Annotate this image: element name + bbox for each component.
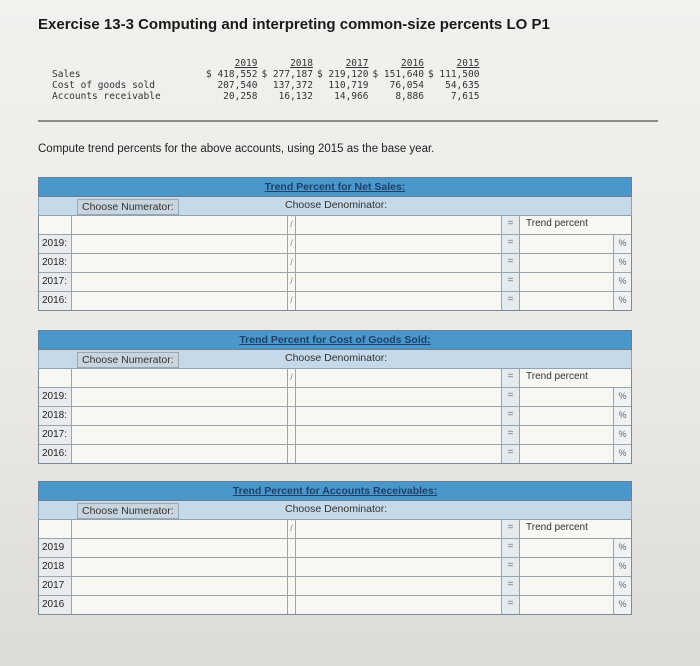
divide-sign: / — [287, 369, 295, 387]
divide-sign — [287, 596, 295, 614]
section-heading: Trend Percent for Cost of Goods Sold: — [38, 330, 632, 350]
numerator-input[interactable] — [71, 539, 287, 557]
trend-section-accounts-receivables — [38, 481, 632, 615]
value-cell: 76,054 — [389, 80, 424, 91]
value-cell: $ 219,120 — [316, 69, 369, 80]
percent-sign: % — [613, 235, 631, 253]
numerator-input[interactable] — [71, 520, 287, 538]
trend-percent-label: Trend percent — [519, 520, 613, 538]
equals-sign: = — [501, 369, 519, 387]
equals-sign: = — [501, 445, 519, 463]
year-label: 2016 — [39, 596, 71, 614]
year-label: 2019: — [39, 388, 71, 406]
equals-sign: = — [501, 254, 519, 272]
year-label: 2019: — [39, 235, 71, 253]
denominator-label: Choose Denominator: — [285, 352, 388, 364]
numerator-input[interactable] — [71, 254, 287, 272]
denominator-input[interactable] — [295, 407, 501, 425]
numerator-input[interactable] — [71, 596, 287, 614]
exercise-title: Exercise 13-3 Computing and interpreting common-size percents LO P1 — [38, 16, 550, 33]
value-cell: 20,258 — [223, 91, 258, 102]
section-labels-row — [38, 350, 632, 369]
trend-percent-input[interactable] — [519, 388, 613, 406]
section-labels-row — [38, 501, 632, 520]
table-row — [39, 425, 631, 444]
header-row — [39, 520, 631, 538]
percent-sign: % — [613, 558, 631, 576]
trend-grid — [38, 216, 632, 311]
table-row — [39, 272, 631, 291]
value-cell: 110,719 — [328, 80, 369, 91]
table-row — [39, 576, 631, 595]
numerator-label: Choose Numerator: — [77, 503, 179, 519]
section-heading: Trend Percent for Net Sales: — [38, 177, 632, 197]
denominator-input[interactable] — [295, 235, 501, 253]
trend-grid — [38, 520, 632, 615]
account-data-table — [50, 58, 560, 102]
year-label: 2019 — [39, 539, 71, 557]
value-cell: 137,372 — [272, 80, 313, 91]
year-label: 2016: — [39, 292, 71, 310]
trend-percent-input[interactable] — [519, 558, 613, 576]
percent-sign: % — [613, 388, 631, 406]
value-cell: 14,966 — [334, 91, 369, 102]
divide-sign — [287, 388, 295, 406]
trend-percent-input[interactable] — [519, 273, 613, 291]
year-label: 2018: — [39, 407, 71, 425]
divide-sign: / — [287, 216, 295, 234]
denominator-input[interactable] — [295, 254, 501, 272]
trend-percent-input[interactable] — [519, 596, 613, 614]
percent-sign: % — [613, 407, 631, 425]
year-label: 2018: — [39, 254, 71, 272]
value-cell: $ 151,640 — [372, 69, 424, 80]
accounts-receivable-row — [50, 91, 481, 102]
denominator-input[interactable] — [295, 426, 501, 444]
sales-row — [50, 69, 481, 80]
equals-sign: = — [501, 216, 519, 234]
value-cell: $ 277,187 — [261, 69, 313, 80]
numerator-input[interactable] — [71, 426, 287, 444]
numerator-input[interactable] — [71, 407, 287, 425]
header-row — [39, 216, 631, 234]
numerator-input[interactable] — [71, 388, 287, 406]
divide-sign: / — [287, 292, 295, 310]
trend-percent-label: Trend percent — [519, 369, 613, 387]
divide-sign — [287, 445, 295, 463]
percent-sign: % — [613, 254, 631, 272]
equals-sign: = — [501, 388, 519, 406]
denominator-input[interactable] — [295, 292, 501, 310]
trend-percent-label: Trend percent — [519, 216, 613, 234]
trend-percent-input[interactable] — [519, 292, 613, 310]
year-label: 2017: — [39, 426, 71, 444]
percent-sign: % — [613, 426, 631, 444]
numerator-input[interactable] — [71, 273, 287, 291]
year-label: 2016: — [39, 445, 71, 463]
denominator-input[interactable] — [295, 539, 501, 557]
equals-sign: = — [501, 558, 519, 576]
denominator-input[interactable] — [295, 216, 501, 234]
numerator-input[interactable] — [71, 558, 287, 576]
section-heading: Trend Percent for Accounts Receivables: — [38, 481, 632, 501]
trend-percent-input[interactable] — [519, 254, 613, 272]
table-row — [39, 406, 631, 425]
percent-sign: % — [613, 539, 631, 557]
numerator-input[interactable] — [71, 369, 287, 387]
numerator-label: Choose Numerator: — [77, 199, 179, 215]
trend-percent-input[interactable] — [519, 539, 613, 557]
denominator-input[interactable] — [295, 596, 501, 614]
denominator-input[interactable] — [295, 577, 501, 595]
divider — [38, 120, 658, 122]
year-label: 2017 — [39, 577, 71, 595]
cogs-row — [50, 80, 481, 91]
table-row — [39, 253, 631, 272]
year-header-row — [50, 58, 481, 69]
divide-sign: / — [287, 273, 295, 291]
year-label: 2017: — [39, 273, 71, 291]
equals-sign: = — [501, 539, 519, 557]
year-label: 2018 — [39, 558, 71, 576]
denominator-input[interactable] — [295, 558, 501, 576]
trend-section-net-sales — [38, 177, 632, 311]
row-label: Sales — [52, 69, 81, 80]
equals-sign: = — [501, 407, 519, 425]
numerator-input[interactable] — [71, 445, 287, 463]
equals-sign: = — [501, 577, 519, 595]
equals-sign: = — [501, 273, 519, 291]
value-cell: 8,886 — [395, 91, 424, 102]
value-cell: 7,615 — [450, 91, 480, 102]
table-row — [39, 234, 631, 253]
denominator-input[interactable] — [295, 520, 501, 538]
section-labels-row — [38, 197, 632, 216]
divide-sign — [287, 539, 295, 557]
table-row — [39, 557, 631, 576]
value-cell: 16,132 — [278, 91, 313, 102]
percent-sign: % — [613, 596, 631, 614]
value-cell: 54,635 — [445, 80, 480, 91]
numerator-input[interactable] — [71, 577, 287, 595]
value-cell: 207,540 — [217, 80, 258, 91]
divide-sign — [287, 407, 295, 425]
numerator-label: Choose Numerator: — [77, 352, 179, 368]
year-header: 2018 — [290, 58, 313, 69]
divide-sign: / — [287, 254, 295, 272]
denominator-input[interactable] — [295, 445, 501, 463]
equals-sign: = — [501, 235, 519, 253]
denominator-label: Choose Denominator: — [285, 199, 388, 211]
denominator-label: Choose Denominator: — [285, 503, 388, 515]
denominator-input[interactable] — [295, 369, 501, 387]
equals-sign: = — [501, 426, 519, 444]
row-label: Accounts receivable — [52, 91, 161, 102]
denominator-input[interactable] — [295, 273, 501, 291]
divide-sign — [287, 558, 295, 576]
percent-sign: % — [613, 577, 631, 595]
instruction-text: Compute trend percents for the above accounts, using 2015 as the base year. — [38, 143, 435, 155]
equals-sign: = — [501, 292, 519, 310]
trend-percent-input[interactable] — [519, 235, 613, 253]
trend-percent-input[interactable] — [519, 445, 613, 463]
value-cell: $ 418,552 — [206, 69, 258, 80]
year-header: 2017 — [345, 58, 369, 69]
trend-section-cost-of-goods-sold — [38, 330, 632, 464]
equals-sign: = — [501, 520, 519, 538]
header-row — [39, 369, 631, 387]
trend-percent-input[interactable] — [519, 407, 613, 425]
year-header: 2019 — [234, 58, 258, 69]
table-row — [39, 387, 631, 406]
year-header: 2015 — [456, 58, 480, 69]
numerator-input[interactable] — [71, 292, 287, 310]
year-header: 2016 — [401, 58, 424, 69]
divide-sign — [287, 577, 295, 595]
table-row — [39, 444, 631, 463]
equals-sign: = — [501, 596, 519, 614]
table-row — [39, 538, 631, 557]
row-label: Cost of goods sold — [52, 80, 155, 91]
table-row — [39, 595, 631, 614]
trend-grid — [38, 369, 632, 464]
table-row — [39, 291, 631, 310]
trend-percent-input[interactable] — [519, 577, 613, 595]
numerator-input[interactable] — [71, 216, 287, 234]
numerator-input[interactable] — [71, 235, 287, 253]
denominator-input[interactable] — [295, 388, 501, 406]
divide-sign — [287, 426, 295, 444]
trend-percent-input[interactable] — [519, 426, 613, 444]
percent-sign: % — [613, 445, 631, 463]
divide-sign: / — [287, 235, 295, 253]
percent-sign: % — [613, 273, 631, 291]
percent-sign: % — [613, 292, 631, 310]
value-cell: $ 111,500 — [427, 69, 480, 80]
divide-sign: / — [287, 520, 295, 538]
